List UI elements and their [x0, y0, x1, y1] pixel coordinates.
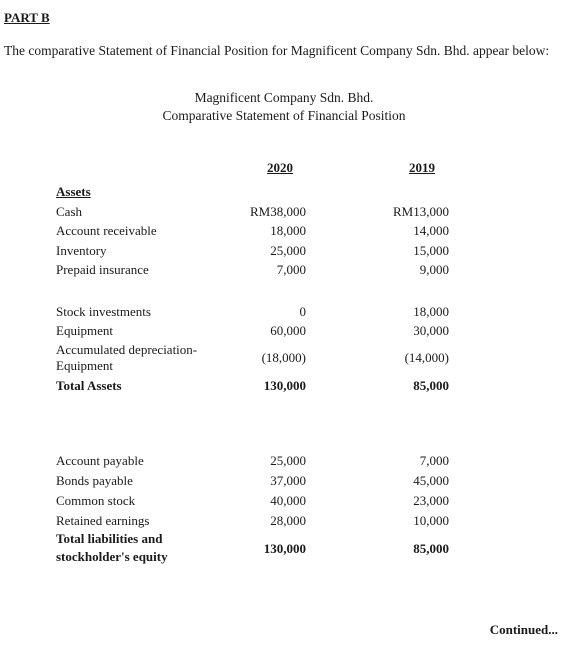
value-2020-bonds-payable: 37,000: [270, 473, 306, 488]
value-2019-retained-earnings: 10,000: [413, 513, 449, 528]
company-name: Magnificent Company Sdn. Bhd.: [194, 90, 374, 105]
row-label-account-payable: Account payable: [56, 453, 144, 468]
row-label-inventory: Inventory: [56, 243, 107, 258]
value-2019-cash: RM13,000: [393, 204, 449, 219]
row-label-account-receivable: Account receivable: [56, 223, 157, 238]
value-2020-inventory: 25,000: [270, 243, 306, 258]
value-2019-stock-investments: 18,000: [413, 304, 449, 319]
value-2019-prepaid-insurance: 9,000: [419, 262, 449, 277]
value-2019-total-assets: 85,000: [413, 378, 449, 393]
row-label-total-liabilities-line2: stockholder's equity: [56, 549, 168, 564]
row-label-retained-earnings: Retained earnings: [56, 513, 150, 528]
continued-note: Continued...: [489, 622, 558, 637]
value-2020-total-assets: 130,000: [263, 378, 306, 393]
value-2020-cash: RM38,000: [250, 204, 306, 219]
value-2020-account-payable: 25,000: [270, 453, 306, 468]
row-label-bonds-payable: Bonds payable: [56, 473, 133, 488]
value-2019-account-receivable: 14,000: [413, 223, 449, 238]
value-2020-stock-investments: 0: [299, 304, 306, 319]
row-label-total-liabilities: Total liabilities and: [56, 531, 163, 546]
row-label-total-assets: Total Assets: [56, 378, 122, 393]
value-2020-retained-earnings: 28,000: [270, 513, 306, 528]
value-2019-bonds-payable: 45,000: [413, 473, 449, 488]
value-2020-account-receivable: 18,000: [270, 223, 306, 238]
value-2019-account-payable: 7,000: [419, 453, 449, 468]
row-label-accumulated-depreciation: Accumulated depreciation-: [56, 342, 198, 357]
value-2019-total-liabilities: 85,000: [413, 541, 449, 556]
statement-title: Comparative Statement of Financial Position: [162, 108, 406, 123]
row-label-prepaid-insurance: Prepaid insurance: [56, 262, 149, 277]
value-2020-total-liabilities: 130,000: [263, 541, 306, 556]
column-header-2020: 2020: [267, 160, 293, 175]
intro-paragraph: The comparative Statement of Financial Position for Magnificent Company Sdn. Bhd. appear below:: [4, 43, 550, 58]
row-label-accumulated-depreciation-line2: Equipment: [56, 358, 114, 373]
value-2019-inventory: 15,000: [413, 243, 449, 258]
value-2020-common-stock: 40,000: [270, 493, 306, 508]
row-label-stock-investments: Stock investments: [56, 304, 151, 319]
value-2020-equipment: 60,000: [270, 323, 306, 338]
value-2019-equipment: 30,000: [413, 323, 449, 338]
row-label-common-stock: Common stock: [56, 493, 136, 508]
value-2020-accumulated-depreciation: (18,000): [261, 350, 306, 365]
value-2020-prepaid-insurance: 7,000: [276, 262, 306, 277]
row-label-cash: Cash: [56, 204, 82, 219]
assets-heading: Assets: [56, 184, 91, 199]
column-header-2019: 2019: [409, 160, 435, 175]
value-2019-common-stock: 23,000: [413, 493, 449, 508]
row-label-equipment: Equipment: [56, 323, 114, 338]
part-heading: PART B: [4, 10, 50, 25]
value-2019-accumulated-depreciation: (14,000): [404, 350, 449, 365]
